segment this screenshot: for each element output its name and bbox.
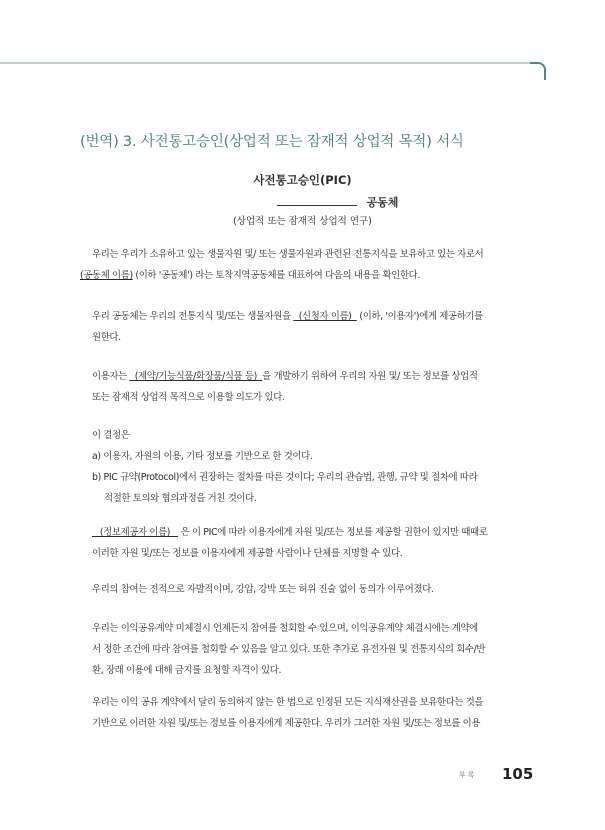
page-number: 105 xyxy=(502,765,534,783)
applicant-name-placeholder: (신청자 이름) xyxy=(293,311,357,322)
informant-name-placeholder: (정보제공자 이름) xyxy=(92,527,178,538)
paragraph-6: 우리의 참여는 전적으로 자발적이며, 강압, 강박 또는 허위 진술 없이 동의가 이루어졌다. xyxy=(92,584,434,595)
list-item-b: b) PIC 규약(Protocol)에서 권장하는 절차를 따른 것이다; 우리의 관습법, 관행, 규약 및 절차에 따라 xyxy=(92,472,478,483)
section-heading: (번역) 3. 사전통고승인(상업적 또는 잠재적 상업적 목적) 서식 xyxy=(80,134,464,150)
paragraph-4: 이 결정은 a) 이용자, 자원의 이용, 기타 정보를 기반으로 한 것이다. b) PIC 규약(Protocol)에서 권장하는 절차를 따른 것이다; 우리의 관습법, 관행, 규약 및 절차에 따라 적절한 토의와 협의과정을 거친 것이다. xyxy=(80,425,530,509)
paragraph-2: 우리 공동체는 우리의 전통지식 및/또는 생물자원을 (신청자 이름) (이하, '이용자')에게 제공하기를 원한다. xyxy=(92,311,483,343)
paragraph-8: 우리는 이익 공유 계약에서 달리 동의하지 않는 한 법으로 인정된 모든 지식재산권을 보유한다는 것을 기반으로 이러한 자원 및/또는 정보를 이용자에게 제공한다. 우리가 그러한 자원 및/또는 정보를 이용 xyxy=(92,697,484,729)
community-label: 공동체 xyxy=(366,196,399,209)
list-item-a: a) 이용자, 자원의 이용, 기타 정보를 기반으로 한 것이다. xyxy=(92,451,313,462)
paragraph-3: 이용자는 (제약/기능식품/화장품/식품 등) 을 개발하기 위하여 우리의 자원 및/ 또는 정보를 상업적 또는 잠재적 상업적 목적으로 이용할 의도가 있다. xyxy=(92,371,478,403)
product-type-placeholder: (제약/기능식품/화장품/식품 등) xyxy=(129,371,263,382)
header-corner-ornament xyxy=(530,62,546,80)
footer-section-label: 부록 xyxy=(459,771,477,779)
form-title: 사전통고승인(PIC) xyxy=(253,173,352,187)
paragraph-5: (정보제공자 이름) 은 이 PIC에 따라 이용자에게 자원 및/또는 정보를 제공할 권한이 있지만 때때로 이러한 자원 및/또는 정보를 이용자에게 제공할 사람이나 단체를 지명할 수 있다. xyxy=(92,527,488,559)
community-name-placeholder: (공동체 이름) xyxy=(80,270,133,281)
paragraph-1: 우리는 우리가 소유하고 있는 생물자원 및/ 또는 생물자원과 관련된 전통지식을 보유하고 있는 자로서 (공동체 이름) (이하 '공동체') 라는 토착지역공동체를 대표하여 다음의 내용을 확인한다. xyxy=(80,249,484,281)
form-subtitle: (상업적 또는 잠재적 상업적 연구) xyxy=(233,216,372,227)
header-rule xyxy=(0,62,538,64)
paragraph-7: 우리는 이익공유계약 미체결시 언제든지 참여를 철회할 수 있으며, 이익공유계약 체결시에는 계약에 서 정한 조건에 따라 참여를 철회할 수 있음을 알고 있다. 또한 추가로 유전자원 및 전통지식의 회수/반 환, 장래 이용에 대해 금지를 요청할 자격이 있다. xyxy=(92,623,486,676)
community-name-line xyxy=(0,194,605,210)
community-name-blank xyxy=(277,205,357,206)
